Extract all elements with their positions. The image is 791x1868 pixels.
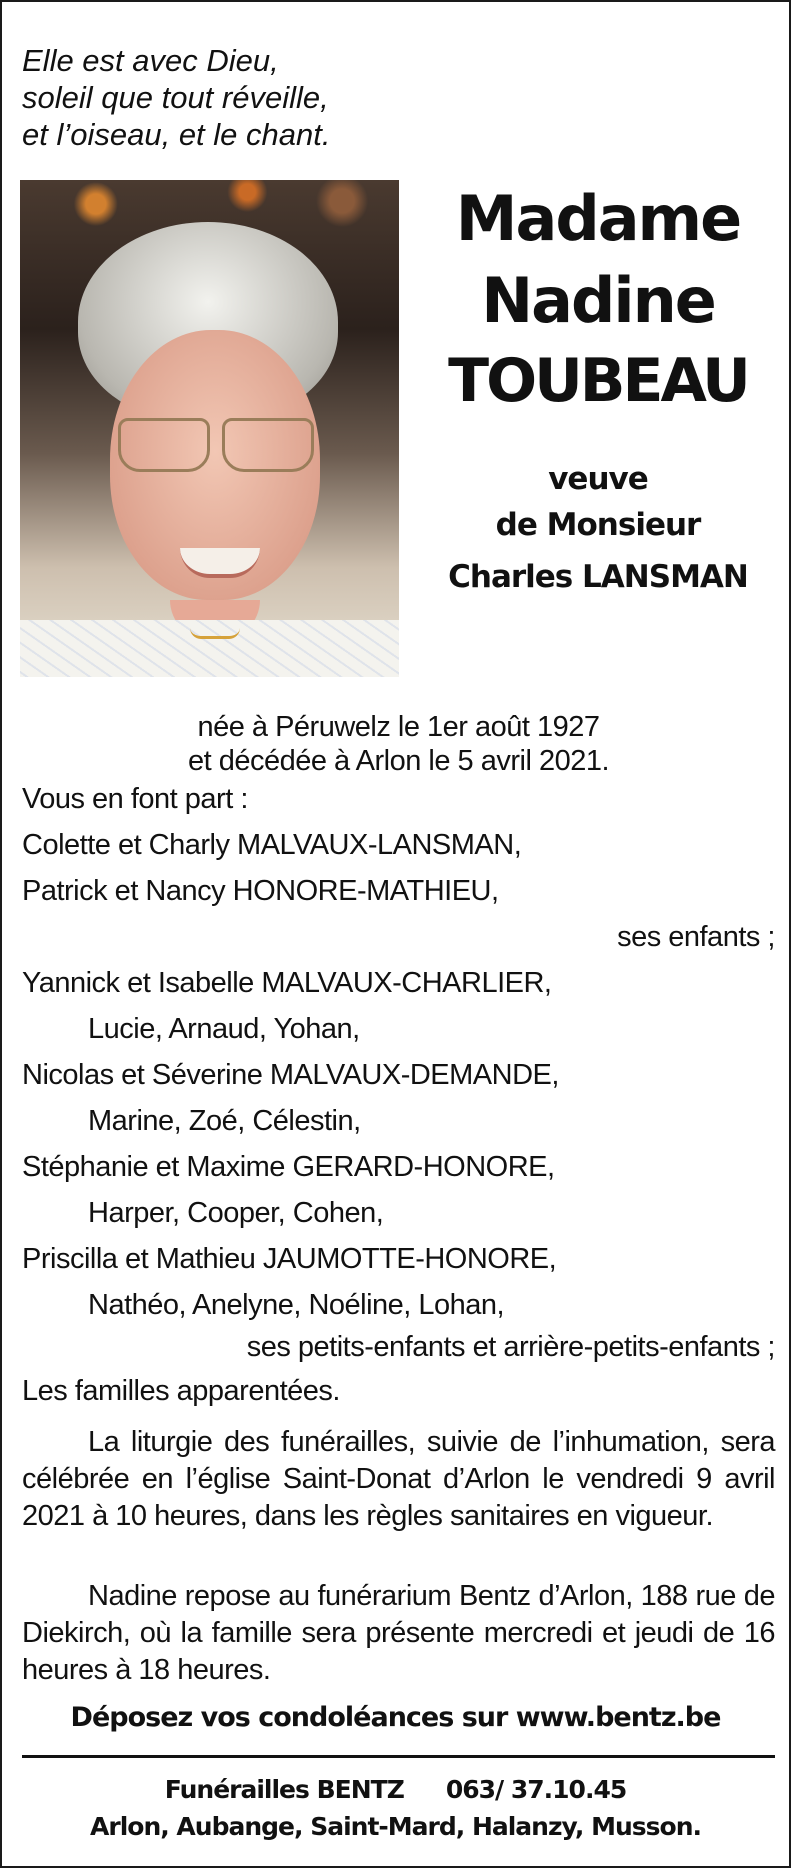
child-line: Colette et Charly MALVAUX-LANSMAN, <box>22 829 522 861</box>
children-label: ses enfants ; <box>617 921 775 953</box>
poem-line: Elle est avec Dieu, <box>22 43 279 78</box>
divider <box>22 1755 775 1758</box>
grandchild-kids: Nathéo, Anelyne, Noéline, Lohan, <box>88 1289 505 1321</box>
grandchild-couple: Priscilla et Mathieu JAUMOTTE-HONORE, <box>22 1243 557 1275</box>
relatives-line: Les familles apparentées. <box>22 1375 340 1407</box>
poem-line: soleil que tout réveille, <box>22 80 329 115</box>
grandchild-kids: Harper, Cooper, Cohen, <box>88 1197 384 1229</box>
widow-line: de Monsieur <box>495 507 701 543</box>
announce-line: Vous en font part : <box>22 783 248 815</box>
spouse-name: Charles LANSMAN <box>448 559 748 595</box>
grandchild-kids: Marine, Zoé, Célestin, <box>88 1105 361 1137</box>
funeral-home-name: Funérailles BENTZ <box>164 1775 404 1804</box>
death-line: et décédée à Arlon le 5 avril 2021. <box>187 745 610 777</box>
grandchildren-label: ses petits-enfants et arrière-petits-enfants ; <box>246 1331 775 1363</box>
footer-locations: Arlon, Aubange, Saint-Mard, Halanzy, Musson. <box>90 1812 701 1841</box>
birth-line: née à Péruwelz le 1er août 1927 <box>197 711 600 743</box>
grandchild-couple: Yannick et Isabelle MALVAUX-CHARLIER, <box>22 967 552 999</box>
last-name: TOUBEAU <box>448 346 748 416</box>
first-name: Nadine <box>481 264 715 337</box>
grandchild-couple: Nicolas et Séverine MALVAUX-DEMANDE, <box>22 1059 559 1091</box>
phone-number: 063/ 37.10.45 <box>445 1775 627 1804</box>
child-line: Patrick et Nancy HONORE-MATHIEU, <box>22 875 499 907</box>
liturgy-paragraph: La liturgie des funérailles, suivie de l’inhumation, sera célébrée en l’église Saint-Donat d’Arlon le vendredi 9 avril 2021 à 10 heures, dans les règles sanitaires en vigueur. <box>22 1426 775 1532</box>
grandchild-couple: Stéphanie et Maxime GERARD-HONORE, <box>22 1151 555 1183</box>
widow-line: veuve <box>548 461 648 497</box>
poem <box>22 42 330 153</box>
condolences-line: Déposez vos condoléances sur www.bentz.be <box>70 1702 721 1733</box>
visitation-paragraph: Nadine repose au funérarium Bentz d’Arlon, 188 rue de Diekirch, où la famille sera présente mercredi et jeudi de 16 heures à 18 heures. <box>22 1580 775 1686</box>
portrait-photo <box>20 180 399 677</box>
footer-contact <box>2 1775 789 1804</box>
grandchild-kids: Lucie, Arnaud, Yohan, <box>88 1013 360 1045</box>
poem-line: et l’oiseau, et le chant. <box>22 117 331 152</box>
name-title: Madame <box>455 182 741 255</box>
